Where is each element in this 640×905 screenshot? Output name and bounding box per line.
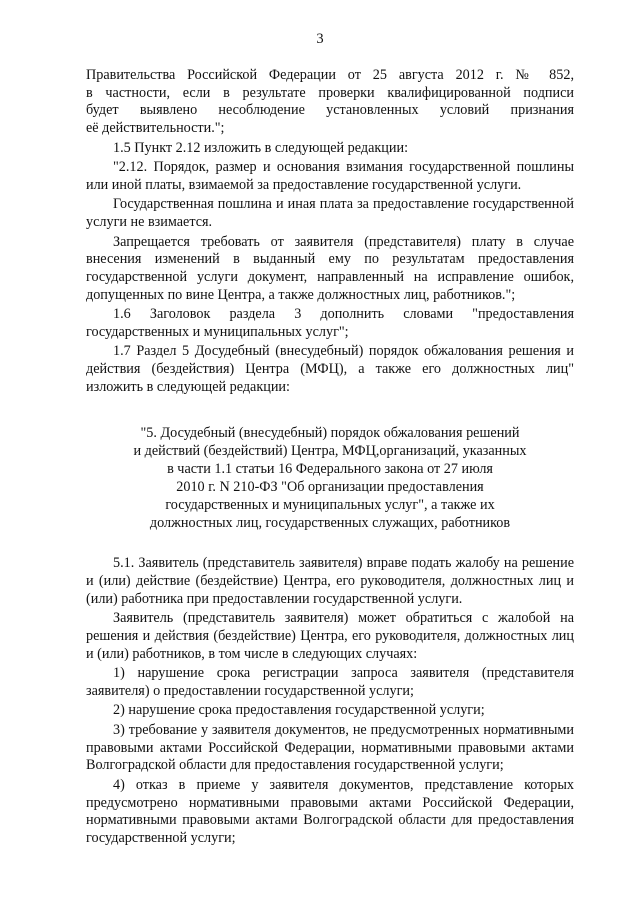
heading-line: в части 1.1 статьи 16 Федерального закона от 27 июля	[167, 461, 493, 478]
complaint-intro: Заявитель (представитель заявителя) может обратиться с жалобой на решения и действия (бездействие) Центра, его руководителя, должностных лиц и (или) работников, в том числе в следующих случаях:	[86, 610, 574, 662]
section-5-heading	[86, 424, 574, 532]
case-item: 3) требование у заявителя документов, не предусмотренных нормативными правовыми актами Российской Федерации, нормативными правовыми актами Волгоградской области для предоставления государственной услуги;	[86, 721, 574, 774]
text-line: будет выявлено несоблюдение установленных условий признания	[86, 102, 574, 119]
text-line: в частности, если в результате проверки квалифицированной подписи	[86, 84, 574, 101]
item-1-5: 1.5 Пункт 2.12 изложить в следующей редакции:	[113, 139, 409, 156]
item-1-7: 1.7 Раздел 5 Досудебный (внесудебный) порядок обжалования решения и действия (бездействия) Центра (МФЦ), а также его должностных лиц" изложить в следующей редакции:	[86, 343, 574, 395]
heading-line: и действий (бездействий) Центра, МФЦ,организаций, указанных	[133, 443, 527, 460]
heading-line: государственных и муниципальных услуг", а также их	[165, 497, 495, 514]
clause-5-1: 5.1. Заявитель (представитель заявителя) вправе подать жалобу на решение и (или) действие (бездействие) Центра, его руководителя, должностных лиц и (или) работника при предоставлении государственной услуги.	[86, 555, 574, 607]
case-item: 4) отказ в приеме у заявителя документов, представление которых предусмотрено нормативными правовыми актами Российской Федерации, нормативными правовыми актами Волгоградской области для предоставления государственной услуги;	[86, 776, 574, 846]
fee-paragraph: Государственная пошлина и иная плата за предоставление государственной услуги не взимается.	[86, 196, 574, 231]
text-line: Правительства Российской Федерации от 25 августа 2012 г. № 852,	[86, 67, 574, 83]
case-item: 2) нарушение срока предоставления государственной услуги;	[113, 702, 485, 719]
case-item: 1) нарушение срока регистрации запроса заявителя (представителя заявителя) о предоставлении государственной услуги;	[86, 665, 574, 699]
heading-line: 2010 г. N 210-ФЗ "Об организации предоставления	[176, 479, 484, 496]
prohibition-paragraph: Запрещается требовать от заявителя (представителя) плату в случае внесения изменений в выданный ему по результатам предоставления государственной услуги документ, направленный на исправление ошибок, допущенных по вине Центра, а также должностных лиц, работников.";	[86, 233, 574, 303]
document-body	[86, 67, 574, 849]
item-1-6: 1.6 Заголовок раздела 3 дополнить словами "предоставления государственных и муниципальных услуг";	[86, 306, 574, 340]
heading-line: "5. Досудебный (внесудебный) порядок обжалования решений	[140, 425, 520, 442]
heading-line: должностных лиц, государственных служащих, работников	[149, 515, 511, 532]
text-line: её действительности.";	[86, 120, 225, 137]
continuation-paragraph	[86, 67, 574, 138]
page-number: 3	[316, 31, 324, 47]
clause-2-12: "2.12. Порядок, размер и основания взимания государственной пошлины или иной платы, взимаемой за предоставление государственной услуги.	[86, 159, 574, 193]
